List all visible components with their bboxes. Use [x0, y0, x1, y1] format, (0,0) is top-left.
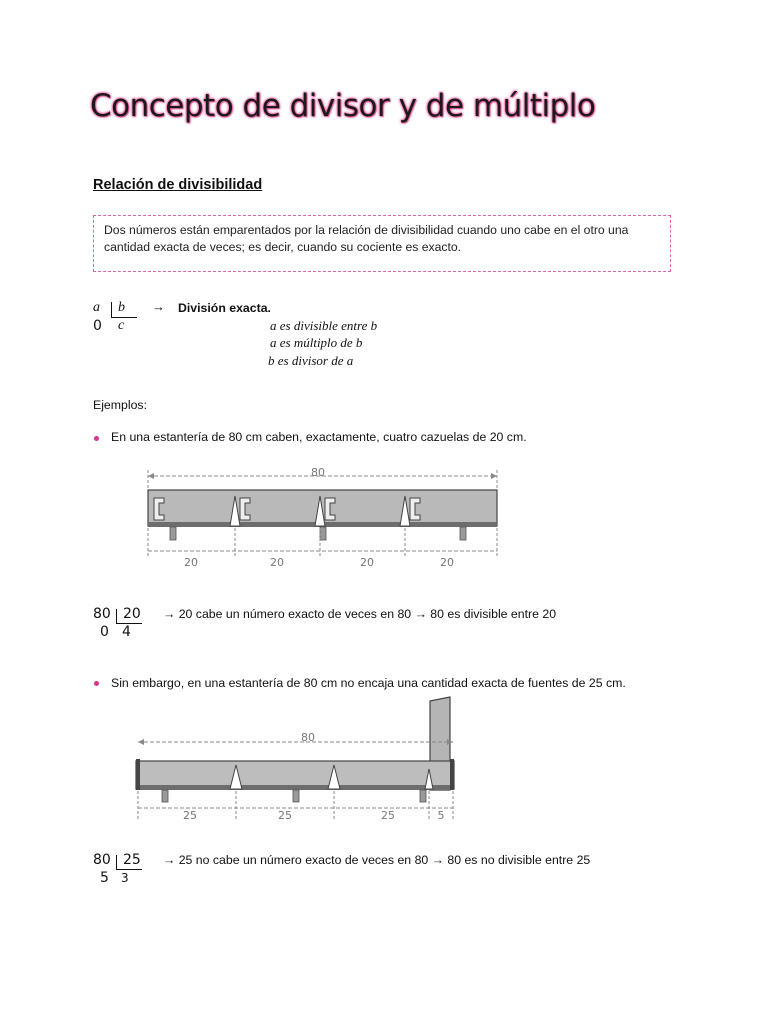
definition-box: [93, 215, 671, 272]
property-multiple: a es múltiplo de b: [270, 335, 363, 350]
property-divisible: a es divisible entre b: [270, 318, 378, 333]
division-bar-horizontal: [111, 317, 137, 318]
segment-label: 20: [270, 556, 284, 569]
division-bar-vertical: [111, 302, 112, 318]
segment-label: 5: [437, 809, 445, 822]
dividend: 80: [93, 852, 111, 868]
remainder: 0: [100, 624, 109, 640]
segment-label: 25: [278, 809, 292, 822]
dividend-a: a: [93, 300, 100, 315]
shelf-illustration-2: [130, 695, 465, 825]
remainder-0: 0: [93, 318, 102, 334]
bullet-icon: [94, 681, 99, 686]
example2-text: Sin embargo, en una estantería de 80 cm no encaja una cantidad exacta de fuentes de 25 cm.: [111, 676, 626, 690]
total-dimension-label: 80: [311, 466, 325, 479]
segment-label: 25: [183, 809, 197, 822]
quotient-c: c: [118, 318, 125, 333]
property-divisor: b es divisor de a: [268, 353, 354, 368]
divisor: 20: [123, 606, 141, 622]
divisor-b: b: [118, 300, 125, 315]
division-bar-vertical: [116, 609, 117, 624]
total-dimension-label: 80: [301, 731, 315, 744]
example1-statement: → 20 cabe un número exacto de veces en 80 → 80 es divisible entre 20: [163, 607, 557, 621]
shelf-illustration-1: [140, 460, 510, 570]
segment-label: 20: [440, 556, 454, 569]
dividend: 80: [93, 606, 111, 622]
section-heading: Relación de divisibilidad: [93, 177, 263, 193]
quotient: 3: [121, 871, 129, 885]
division-bar-horizontal: [116, 869, 142, 870]
example2-statement: → 25 no cabe un número exacto de veces en 80 → 80 es no divisible entre 25: [163, 853, 591, 867]
segment-label: 20: [184, 556, 198, 569]
divisor: 25: [123, 852, 141, 868]
division-bar-horizontal: [116, 623, 142, 624]
example1-text: En una estantería de 80 cm caben, exactamente, cuatro cazuelas de 20 cm.: [111, 430, 527, 444]
exact-division-label: División exacta.: [178, 301, 271, 315]
definition-text: Dos números están emparentados por la relación de divisibilidad cuando uno cabe en el otro una cantidad exacta de veces; es decir, cuando su cociente es exacto.: [104, 223, 629, 254]
division-bar-vertical: [116, 855, 117, 870]
examples-label: Ejemplos:: [93, 398, 147, 412]
segment-label: 20: [360, 556, 374, 569]
bullet-icon: [94, 436, 99, 441]
remainder: 5: [100, 870, 109, 886]
page-title: Concepto de divisor y de múltiplo: [90, 88, 596, 124]
quotient: 4: [122, 624, 131, 640]
segment-label: 25: [381, 809, 395, 822]
arrow: →: [152, 299, 165, 314]
